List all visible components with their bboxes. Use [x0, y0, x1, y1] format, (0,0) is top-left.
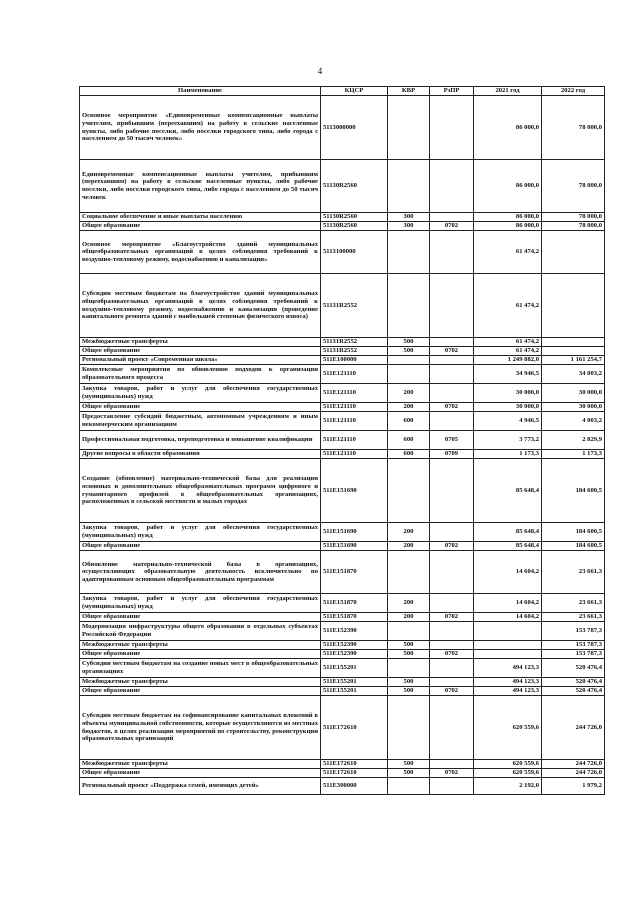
cell-2021: 85 648,4	[474, 523, 542, 542]
cell-2021: 620 559,6	[474, 769, 542, 778]
cell-2022: 78 000,0	[542, 96, 605, 160]
cell-2022: 1 161 254,7	[542, 356, 605, 365]
table-row	[80, 650, 605, 659]
cell-rzpr	[430, 659, 474, 678]
cell-kvr	[388, 659, 430, 678]
table-row	[80, 431, 605, 450]
cell-kvr: 500	[388, 338, 430, 347]
cell-rzpr	[430, 641, 474, 650]
cell-2021: 1 249 882,0	[474, 356, 542, 365]
table-row	[80, 356, 605, 365]
cell-kvr: 600	[388, 431, 430, 450]
table-row	[80, 594, 605, 613]
cell-name: Региональный проект «Современная школа»	[80, 356, 321, 365]
cell-kcsr: 511E100000	[321, 356, 388, 365]
cell-kvr	[388, 778, 430, 795]
cell-kvr: 300	[388, 213, 430, 222]
cell-kcsr: 511E152390	[321, 641, 388, 650]
cell-kvr: 200	[388, 403, 430, 412]
cell-kvr: 200	[388, 384, 430, 403]
cell-2022	[542, 338, 605, 347]
cell-2022: 244 726,0	[542, 769, 605, 778]
cell-rzpr: 0702	[430, 613, 474, 622]
cell-name: Закупка товаров, работ и услуг для обеспечения государственных (муниципальных) нужд	[80, 594, 321, 613]
cell-kvr	[388, 356, 430, 365]
table-row	[80, 213, 605, 222]
table-row	[80, 760, 605, 769]
cell-rzpr	[430, 778, 474, 795]
cell-2021	[474, 641, 542, 650]
cell-kvr	[388, 231, 430, 274]
cell-kcsr: 511E121110	[321, 431, 388, 450]
cell-2022: 520 476,4	[542, 687, 605, 696]
cell-kvr: 200	[388, 542, 430, 551]
table-row	[80, 274, 605, 338]
cell-kcsr: 51130R2560	[321, 213, 388, 222]
table-row	[80, 696, 605, 760]
table-row	[80, 542, 605, 551]
cell-name: Социальное обеспечение и иные выплаты населению	[80, 213, 321, 222]
cell-kvr: 500	[388, 347, 430, 356]
cell-rzpr	[430, 274, 474, 338]
cell-rzpr	[430, 696, 474, 760]
cell-kcsr: 511E152390	[321, 650, 388, 659]
cell-kvr: 500	[388, 769, 430, 778]
cell-name: Межбюджетные трансферты	[80, 641, 321, 650]
cell-kcsr: 511E121110	[321, 403, 388, 412]
cell-2021: 14 604,2	[474, 613, 542, 622]
table-row	[80, 222, 605, 231]
budget-table	[79, 86, 605, 795]
cell-rzpr	[430, 412, 474, 431]
table-row	[80, 778, 605, 795]
table-row	[80, 412, 605, 431]
table-row	[80, 523, 605, 542]
cell-kcsr: 511E155201	[321, 659, 388, 678]
cell-2022: 153 787,3	[542, 641, 605, 650]
cell-2022: 34 003,2	[542, 365, 605, 384]
table-row	[80, 347, 605, 356]
cell-kcsr: 511E151690	[321, 459, 388, 523]
cell-rzpr	[430, 96, 474, 160]
cell-2021: 494 123,3	[474, 678, 542, 687]
cell-rzpr: 0702	[430, 769, 474, 778]
cell-name: Общее образование	[80, 542, 321, 551]
table-row	[80, 687, 605, 696]
cell-name: Субсидии местным бюджетам на благоустройство зданий муниципальных общеобразовательных организаций в целях соблюдения требований к воздушно-тепловому режиму, водоснабжению и канализации (проведение капитального ремонта зданий с наибольшей степенью физического износа)	[80, 274, 321, 338]
cell-2022: 1 173,3	[542, 450, 605, 459]
cell-kcsr: 511E121110	[321, 450, 388, 459]
cell-kvr	[388, 622, 430, 641]
cell-2021: 86 000,0	[474, 96, 542, 160]
cell-rzpr: 0709	[430, 450, 474, 459]
cell-name: Субсидии местным бюджетам на софинансирование капитальных вложений в объекты муниципальной собственности, которые осуществляются из местных бюджетов, в целях реализации мероприятий по строительству, реконструкции образовательных организаций	[80, 696, 321, 760]
cell-kcsr: 511E155201	[321, 687, 388, 696]
table-row	[80, 613, 605, 622]
cell-2021: 85 648,4	[474, 459, 542, 523]
cell-rzpr	[430, 678, 474, 687]
cell-2021: 3 773,2	[474, 431, 542, 450]
cell-name: Комплексные мероприятия по обновлению подходов к организации образовательного процесса	[80, 365, 321, 384]
cell-name: Общее образование	[80, 347, 321, 356]
cell-kcsr: 511E172610	[321, 760, 388, 769]
cell-rzpr	[430, 760, 474, 769]
table-row	[80, 96, 605, 160]
cell-kvr: 500	[388, 678, 430, 687]
table-row	[80, 622, 605, 641]
cell-2022: 4 003,2	[542, 412, 605, 431]
cell-rzpr	[430, 622, 474, 641]
cell-kvr	[388, 96, 430, 160]
cell-2021: 30 000,0	[474, 403, 542, 412]
cell-2021: 86 000,0	[474, 222, 542, 231]
cell-2021: 494 123,3	[474, 659, 542, 678]
cell-2021: 2 192,0	[474, 778, 542, 795]
cell-name: Общее образование	[80, 613, 321, 622]
cell-rzpr: 0702	[430, 650, 474, 659]
cell-2022: 153 787,3	[542, 622, 605, 641]
cell-name: Единовременные компенсационные выплаты учителям, прибывшим (переехавшим) на работу в сельские населенные пункты, либо рабочие поселки, либо поселки городского типа, либо города с населением до 50 тысяч человек	[80, 160, 321, 213]
cell-2022: 23 661,3	[542, 551, 605, 594]
cell-kvr: 500	[388, 687, 430, 696]
cell-name: Общее образование	[80, 769, 321, 778]
cell-rzpr: 0702	[430, 222, 474, 231]
header-kvr: КВР	[388, 87, 430, 96]
cell-rzpr	[430, 594, 474, 613]
table-row	[80, 659, 605, 678]
cell-2021: 4 946,5	[474, 412, 542, 431]
cell-kcsr: 511E121110	[321, 365, 388, 384]
cell-kvr: 600	[388, 450, 430, 459]
table-row	[80, 384, 605, 403]
cell-rzpr	[430, 523, 474, 542]
cell-2022: 2 829,9	[542, 431, 605, 450]
cell-kcsr: 511E151870	[321, 613, 388, 622]
cell-kcsr: 51131R2552	[321, 347, 388, 356]
table-header-row	[80, 87, 605, 96]
cell-name: Закупка товаров, работ и услуг для обеспечения государственных (муниципальных) нужд	[80, 384, 321, 403]
cell-2021: 14 604,2	[474, 551, 542, 594]
cell-kcsr: 511E172610	[321, 769, 388, 778]
cell-2021: 61 474,2	[474, 231, 542, 274]
cell-rzpr	[430, 459, 474, 523]
cell-kcsr: 51131R2552	[321, 338, 388, 347]
cell-2021: 86 000,0	[474, 160, 542, 213]
table-row	[80, 338, 605, 347]
cell-name: Общее образование	[80, 403, 321, 412]
cell-2022	[542, 231, 605, 274]
cell-rzpr: 0705	[430, 431, 474, 450]
cell-name: Субсидии местным бюджетам на создание новых мест в общеобразовательных организациях	[80, 659, 321, 678]
cell-2022: 1 979,2	[542, 778, 605, 795]
cell-name: Межбюджетные трансферты	[80, 678, 321, 687]
cell-2021: 34 946,5	[474, 365, 542, 384]
cell-rzpr	[430, 160, 474, 213]
cell-kvr: 200	[388, 594, 430, 613]
cell-kcsr: 5113000000	[321, 96, 388, 160]
cell-name: Обновление материально-технической базы в организациях, осуществляющих образовательную деятельность исключительно по адаптированным основным общеобразовательным программам	[80, 551, 321, 594]
cell-kvr	[388, 696, 430, 760]
cell-rzpr: 0702	[430, 347, 474, 356]
cell-rzpr	[430, 231, 474, 274]
cell-name: Предоставление субсидий бюджетным, автономным учреждениям и иным некоммерческим организациям	[80, 412, 321, 431]
header-name: Наименование	[80, 87, 321, 96]
header-2021: 2021 год	[474, 87, 542, 96]
cell-2021: 61 474,2	[474, 274, 542, 338]
cell-kvr	[388, 551, 430, 594]
cell-kvr: 200	[388, 613, 430, 622]
cell-rzpr	[430, 384, 474, 403]
cell-2022: 23 661,3	[542, 613, 605, 622]
cell-rzpr: 0702	[430, 542, 474, 551]
table-row	[80, 551, 605, 594]
cell-name: Общее образование	[80, 687, 321, 696]
cell-name: Региональный проект «Поддержка семей, имеющих детей»	[80, 778, 321, 795]
cell-name: Общее образование	[80, 222, 321, 231]
cell-2022: 153 787,3	[542, 650, 605, 659]
cell-2021: 14 604,2	[474, 594, 542, 613]
cell-2022: 184 600,5	[542, 523, 605, 542]
cell-2021: 1 173,3	[474, 450, 542, 459]
cell-2022: 520 476,4	[542, 659, 605, 678]
cell-2022: 184 600,5	[542, 459, 605, 523]
table-row	[80, 459, 605, 523]
cell-name: Закупка товаров, работ и услуг для обеспечения государственных (муниципальных) нужд	[80, 523, 321, 542]
cell-name: Межбюджетные трансферты	[80, 338, 321, 347]
cell-kvr: 300	[388, 222, 430, 231]
cell-name: Модернизация инфраструктуры общего образования в отдельных субъектах Российской Федерации	[80, 622, 321, 641]
cell-2021	[474, 622, 542, 641]
table-row	[80, 231, 605, 274]
cell-kcsr: 511E151870	[321, 551, 388, 594]
cell-kvr: 200	[388, 523, 430, 542]
cell-2021: 30 000,0	[474, 384, 542, 403]
cell-kvr: 500	[388, 760, 430, 769]
cell-kcsr: 511E121110	[321, 412, 388, 431]
cell-kcsr: 511E300000	[321, 778, 388, 795]
table-row	[80, 450, 605, 459]
cell-rzpr	[430, 213, 474, 222]
cell-name: Межбюджетные трансферты	[80, 760, 321, 769]
cell-kvr	[388, 160, 430, 213]
cell-kvr	[388, 459, 430, 523]
header-kcsr: КЦСР	[321, 87, 388, 96]
cell-kvr: 600	[388, 412, 430, 431]
cell-2021: 85 648,4	[474, 542, 542, 551]
cell-name: Общее образование	[80, 650, 321, 659]
cell-kcsr: 511E155201	[321, 678, 388, 687]
cell-kvr	[388, 365, 430, 384]
cell-name: Профессиональная подготовка, переподготовка и повышение квалификации	[80, 431, 321, 450]
table-row	[80, 678, 605, 687]
table-row	[80, 403, 605, 412]
cell-2022: 78 000,0	[542, 160, 605, 213]
table-row	[80, 641, 605, 650]
cell-kcsr: 51130R2560	[321, 222, 388, 231]
cell-kcsr: 511E121110	[321, 384, 388, 403]
cell-2022: 30 000,0	[542, 403, 605, 412]
cell-kvr: 500	[388, 641, 430, 650]
cell-2022	[542, 274, 605, 338]
cell-2021: 61 474,2	[474, 347, 542, 356]
cell-2022: 520 476,4	[542, 678, 605, 687]
cell-2022: 78 000,0	[542, 213, 605, 222]
cell-2022: 30 000,0	[542, 384, 605, 403]
cell-2022: 78 000,0	[542, 222, 605, 231]
table-row	[80, 160, 605, 213]
cell-2021: 620 559,6	[474, 696, 542, 760]
cell-name: Основное мероприятие «Единовременные компенсационные выплаты учителям, прибывшим (переехавшим) на работу в сельские населенные пункты, либо рабочие поселки, либо поселки городского типа, либо города с населением до 50 тысяч человек»	[80, 96, 321, 160]
cell-rzpr	[430, 365, 474, 384]
cell-2021: 86 000,0	[474, 213, 542, 222]
cell-2022: 244 726,0	[542, 696, 605, 760]
cell-2021: 494 123,3	[474, 687, 542, 696]
cell-kcsr: 511E172610	[321, 696, 388, 760]
header-2022: 2022 год	[542, 87, 605, 96]
cell-kcsr: 51130R2560	[321, 160, 388, 213]
cell-2021: 620 559,6	[474, 760, 542, 769]
cell-kcsr: 51131R2552	[321, 274, 388, 338]
cell-kvr	[388, 274, 430, 338]
cell-rzpr	[430, 338, 474, 347]
cell-2022: 244 726,0	[542, 760, 605, 769]
cell-rzpr	[430, 551, 474, 594]
cell-kcsr: 5113100000	[321, 231, 388, 274]
cell-name: Другие вопросы в области образования	[80, 450, 321, 459]
cell-name: Основное мероприятие «Благоустройство зданий муниципальных общеобразовательных организаций в целях соблюдения требований к воздушно-тепловому режиму, водоснабжению и канализации»	[80, 231, 321, 274]
table-row	[80, 365, 605, 384]
cell-2021	[474, 650, 542, 659]
cell-rzpr: 0702	[430, 403, 474, 412]
header-rzpr: РзПР	[430, 87, 474, 96]
cell-kcsr: 511E152390	[321, 622, 388, 641]
cell-kvr: 500	[388, 650, 430, 659]
cell-2021: 61 474,2	[474, 338, 542, 347]
table-row	[80, 769, 605, 778]
cell-kcsr: 511E151870	[321, 594, 388, 613]
cell-kcsr: 511E151690	[321, 542, 388, 551]
cell-2022: 23 661,3	[542, 594, 605, 613]
cell-rzpr	[430, 356, 474, 365]
cell-2022	[542, 347, 605, 356]
cell-name: Создание (обновление) материально-технической базы для реализации основных и дополнительных общеобразовательных программ цифрового и гуманитарного профилей в общеобразовательных организациях, расположенных в сельской местности и малых городах	[80, 459, 321, 523]
cell-kcsr: 511E151690	[321, 523, 388, 542]
page-number: 4	[317, 66, 323, 76]
cell-rzpr: 0702	[430, 687, 474, 696]
cell-2022: 184 600,5	[542, 542, 605, 551]
